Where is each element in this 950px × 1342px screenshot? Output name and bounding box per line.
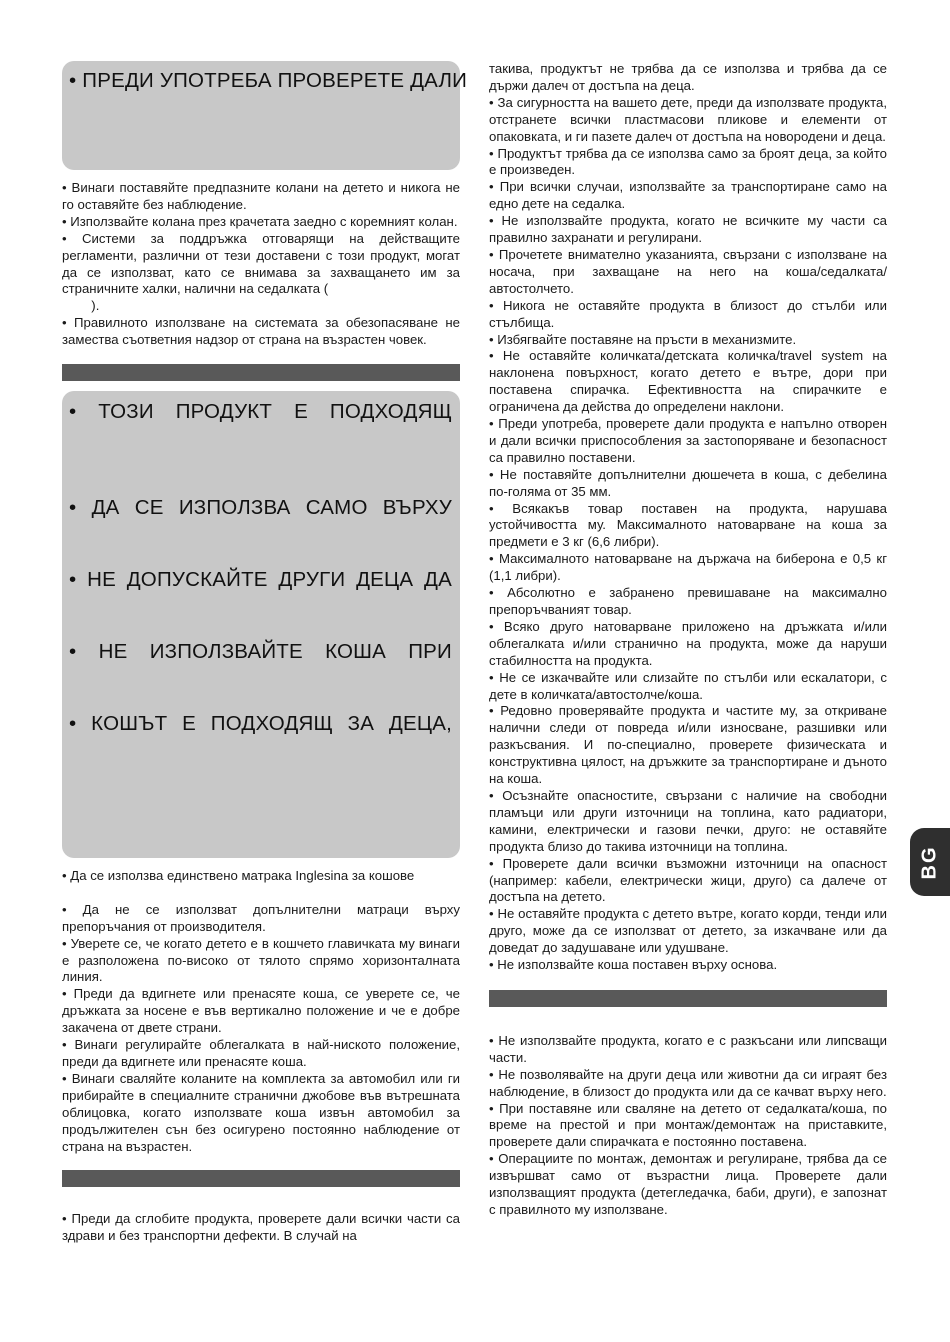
- right-top-text: [489, 61, 887, 974]
- right-column: [489, 61, 887, 1219]
- warning-heading: • ПРЕДИ УПОТРЕБА ПРОВЕРЕТЕ ДАЛИ: [69, 69, 468, 92]
- paragraph: • Винаги поставяйте предпазните колани на детето и никога не го оставяйте без наблюдение.: [62, 180, 460, 212]
- paragraph: • Винаги регулирайте облегалката в най-ниското положение, преди да вдигнете или пренасяте коша.: [62, 1037, 460, 1070]
- warning-box-suitability: [62, 391, 460, 858]
- section-bar: [62, 1170, 460, 1187]
- paragraph: • Никога не оставяйте продукта в близост до стълби или стълбища.: [489, 297, 887, 330]
- paragraph: • Проверете дали всички възможни източници на опасност (например: кабели, електрически жици, друго) са далече от достъпа на детето.: [489, 855, 887, 905]
- paragraph: такива, продуктът не трябва да се използва и трябва да се държи далеч от достъпа на деца.: [489, 61, 887, 93]
- paragraph: • Избягвайте поставяне на пръсти в механизмите.: [489, 331, 797, 347]
- paragraph: • Системи за поддръжка отговарящи на действащите регламенти, различни от тези доставени с този продукт, могат да се използват, като се внимава за захващането им за страничните халки, налични на седалката (: [62, 230, 460, 297]
- paragraph: • Не използвайте продукта, когато е с разкъсани или липсващи части.: [489, 1032, 887, 1065]
- warning-line: • НЕ ДОПУСКАЙТЕ ДРУГИ ДЕЦА ДА: [69, 568, 452, 592]
- paragraph: • Преди да вдигнете или пренасяте коша, се уверете се, че дръжката за носене е във вертикално положение и че е добре закачена от двете страни.: [62, 986, 460, 1036]
- paragraph: • Не използвайте продукта, когато не всичките му части са правилно захранати и регулирани.: [489, 213, 887, 246]
- paragraph: • Използвайте колана през крачетата заедно с коремният колан.: [62, 213, 458, 229]
- paragraph: • Винаги сваляйте коланите на комплекта за автомобил или ги прибирайте в специалните странични джобове във вътрешната облицовка, когато използвате коша извън автомобил за продължителен сън без осигурено постоянно наблюдение от страна на възрастен.: [62, 1070, 460, 1154]
- paragraph: • Да се използва единствено матрака Inglesina за кошове: [62, 868, 415, 884]
- paragraph: • Не поставяйте допълнителни дюшечета в коша, с дебелина по-голяма от 35 мм.: [489, 466, 887, 499]
- paragraph: • Не използвайте коша поставен върху основа.: [489, 957, 778, 973]
- warning-line: • КОШЪТ Е ПОДХОДЯЩ ЗА ДЕЦА,: [69, 712, 452, 736]
- paragraph: • Не оставяйте количката/детската количка/travel system на наклонена повърхност, когато детето е вътре, дори при поставена спирачка. Ефективността на спирачките е ограничена да действа до определени наклони.: [489, 348, 887, 415]
- paragraph: • Операциите по монтаж, демонтаж и регулиране, трябва да се извършват само от възрастни лица. Проверете дали използващият продукта (детегледачка, баби, други), е запознат с правилното му използване.: [489, 1151, 887, 1217]
- warning-line: • ТОЗИ ПРОДУКТ Е ПОДХОДЯЩ: [69, 400, 452, 424]
- left-bottom-text: [62, 1211, 460, 1245]
- paragraph: • Абсолютно е забранено превишаване на максимално препоръчваният товар.: [489, 585, 887, 617]
- language-tab: [910, 828, 950, 896]
- paragraph: • Не оставяйте продукта с детето вътре, когато корди, тенди или друго, може да се използват от детето, за изкачване или да доведат до задушаване или удушване.: [489, 906, 887, 956]
- warning-line: • НЕ ИЗПОЛЗВАЙТЕ КОША ПРИ: [69, 640, 452, 664]
- paragraph: • Редовно проверявайте продукта и частите му, за откриване налични следи от повреда и/или износване, разшивки или разкъсвания. И по-специално, проверете физическата и конструктивна цялост, на дръжките за транспортиране и дъното на коша.: [489, 703, 887, 787]
- paragraph: • Да не се използват допълнителни матраци върху препоръчания от производителя.: [62, 901, 460, 934]
- left-column: [62, 61, 468, 1245]
- paragraph: • Максималното натоварване на държача на биберона е 0,5 кг (1,1 либри).: [489, 551, 887, 584]
- paragraph: • Преди да сглобите продукта, проверете дали всички части са здрави и без транспортни дефекти. В случай на: [62, 1211, 460, 1244]
- paragraph: • Всяко друго натоварване приложено на дръжката и/или облегалката и/или странично на продукта, може да наруши стабилността на продукта.: [489, 618, 887, 668]
- paragraph: • При всички случаи, използвайте за транспортиране само на едно дете на седалка.: [489, 179, 887, 212]
- paragraph: • Продуктът трябва да се използва само за броят деца, за който е произведен.: [489, 145, 887, 178]
- left-top-text: [62, 180, 460, 349]
- paragraph: ).: [62, 298, 100, 314]
- left-mid-text: [62, 868, 460, 1155]
- paragraph: • Не позволявайте на други деца или животни да си играят без наблюдение, в близост до продукта или да се качват върху него.: [489, 1066, 887, 1099]
- paragraph: • Преди употреба, проверете дали продукта е напълно отворен и дали всички приспособления за застопоряване и безопасност са правилно поставени.: [489, 416, 887, 465]
- language-code: BG: [918, 845, 941, 879]
- paragraph: • За сигурността на вашето дете, преди да използвате продукта, отстранете всички пластмасови пликове и елементи от опаковката, и ги пазете далеч от достъпа на новородени и деца.: [489, 94, 887, 144]
- warning-line: • ДА СЕ ИЗПОЛЗВА САМО ВЪРХУ: [69, 496, 452, 520]
- paragraph: • Прочетете внимателно указанията, свързани с използване на носача, при захващане на него на коша/седалката/автостолчето.: [489, 246, 887, 296]
- paragraph: • Осъзнайте опасностите, свързани с наличие на свободни пламъци или други източници на топлина, като радиатори, камини, електрически и газови печки, друго: не оставяйте продукта близо до такива източници на топлина.: [489, 787, 887, 854]
- paragraph: • Не се изкачвайте или слизайте по стълби или ескалатори, с дете в количката/автостолче/коша.: [489, 669, 887, 702]
- paragraph: • Правилното използване на системата за обезопасяване не замества съответния надзор от страна на възрастен човек.: [62, 315, 460, 348]
- section-bar: [489, 990, 887, 1007]
- paragraph: • При поставяне или сваляне на детето от седалката/коша, по време на престой и при монтаж/демонтаж на приставките, проверете дали спирачката е постоянно поставена.: [489, 1100, 887, 1150]
- paragraph: • Уверете се, че когато детето е в кошчето главичката му винаги е разположена по-високо от тялото спрямо хоризонталната линия.: [62, 935, 460, 985]
- right-bottom-text: [489, 1033, 887, 1219]
- section-bar: [62, 364, 460, 381]
- warning-box-before-use: [62, 61, 468, 170]
- paragraph: • Всякакъв товар поставен на продукта, нарушава устойчивостта му. Максималното натоварване на коша за предмети е 3 кг (6,6 либри).: [489, 500, 887, 550]
